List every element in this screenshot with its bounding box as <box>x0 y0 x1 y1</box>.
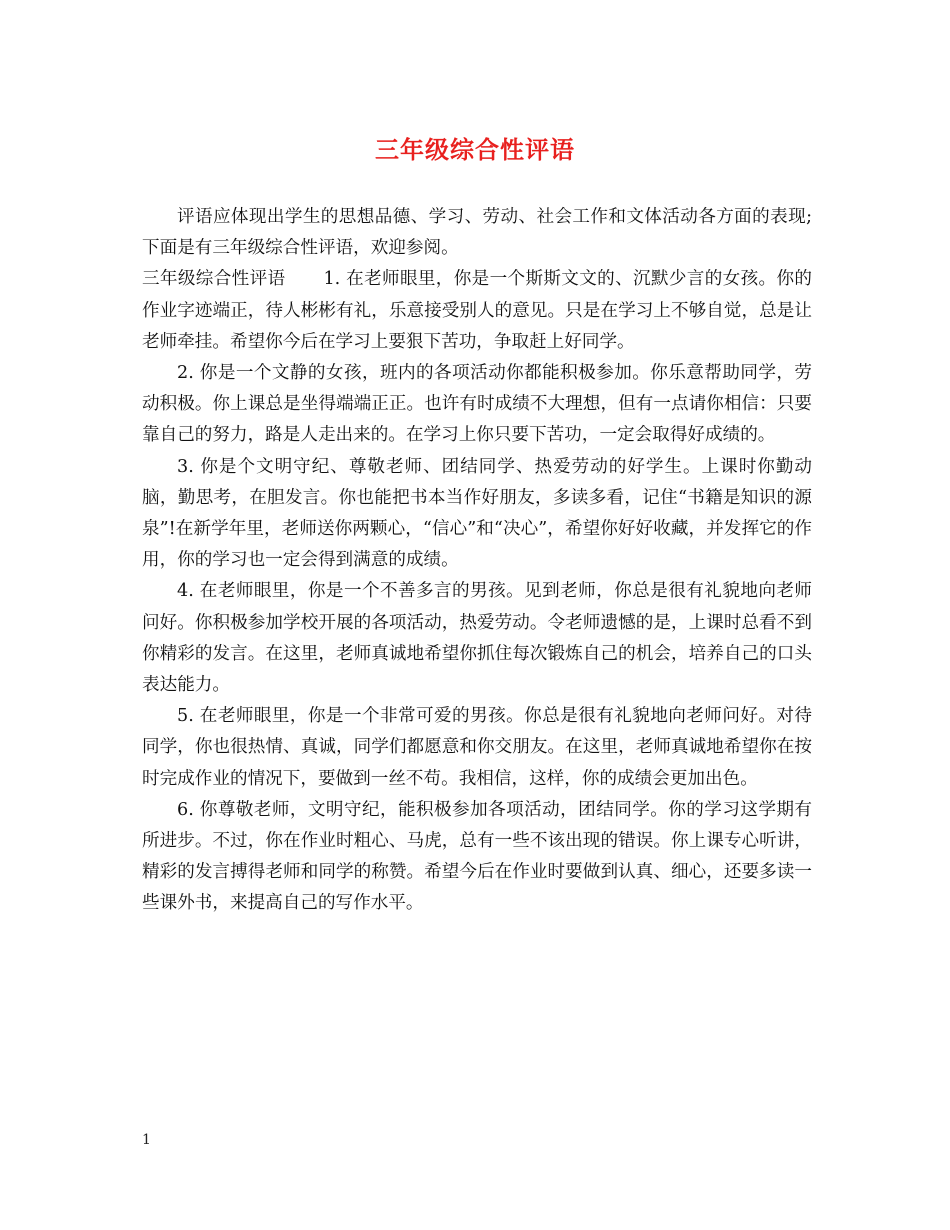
comment-paragraph-2: 2. 你是一个文静的女孩，班内的各项活动你都能积极参加。你乐意帮助同学，劳动积极。你上课总是坐得端端正正。也许有时成绩不大理想，但有一点请你相信：只要靠自己的努力，路是人走出来的。在学习上你只要下苦功，一定会取得好成绩的。 <box>142 363 812 446</box>
comment-paragraph-5: 5. 在老师眼里，你是一个非常可爱的男孩。你总是很有礼貌地向老师问好。对待同学，你也很热情、真诚，同学们都愿意和你交朋友。在这里，老师真诚地希望你在按时完成作业的情况下，要做到一丝不苟。我相信，这样，你的成绩会更加出色。 <box>142 706 812 789</box>
comment-paragraph-3: 3. 你是个文明守纪、尊敬老师、团结同学、热爱劳动的好学生。上课时你勤动脑，勤思考，在胆发言。你也能把书本当作好朋友，多读多看，记住“书籍是知识的源泉”!在新学年里，老师送你两颗心，“信心”和“决心”，希望你好好收藏，并发挥它的作用，你的学习也一定会得到满意的成绩。 <box>142 456 812 571</box>
inline-heading: 三年级综合性评语 <box>142 269 286 290</box>
document-title: 三年级综合性评语 <box>375 135 575 164</box>
comment-text-1: 1. 在老师眼里，你是一个斯斯文文的、沉默少言的女孩。你的作业字迹端正，待人彬彬有礼，乐意接受别人的意见。只是在学习上不够自觉，总是让老师牵挂。希望你今后在学习上要狠下苦功，争取赶上好同学。 <box>142 269 812 352</box>
page-number: 1 <box>142 1132 151 1148</box>
comment-paragraph-6: 6. 你尊敬老师，文明守纪，能积极参加各项活动，团结同学。你的学习这学期有所进步。不过，你在作业时粗心、马虎，总有一些不该出现的错误。你上课专心听讲，精彩的发言搏得老师和同学的称赞。希望今后在作业时要做到认真、细心，还要多读一些课外书，来提高自己的写作水平。 <box>142 799 812 914</box>
comment-paragraph-4: 4. 在老师眼里，你是一个不善多言的男孩。见到老师，你总是很有礼貌地向老师问好。你积极参加学校开展的各项活动，热爱劳动。令老师遗憾的是，上课时总看不到你精彩的发言。在这里，老师真诚地希望你抓住每次锻炼自己的机会，培养自己的口头表达能力。 <box>142 581 812 696</box>
comment-paragraph-1 <box>142 264 812 358</box>
intro-paragraph: 评语应体现出学生的思想品德、学习、劳动、社会工作和文体活动各方面的表现;下面是有三年级综合性评语，欢迎参阅。 <box>142 207 812 259</box>
document-body <box>142 202 812 920</box>
